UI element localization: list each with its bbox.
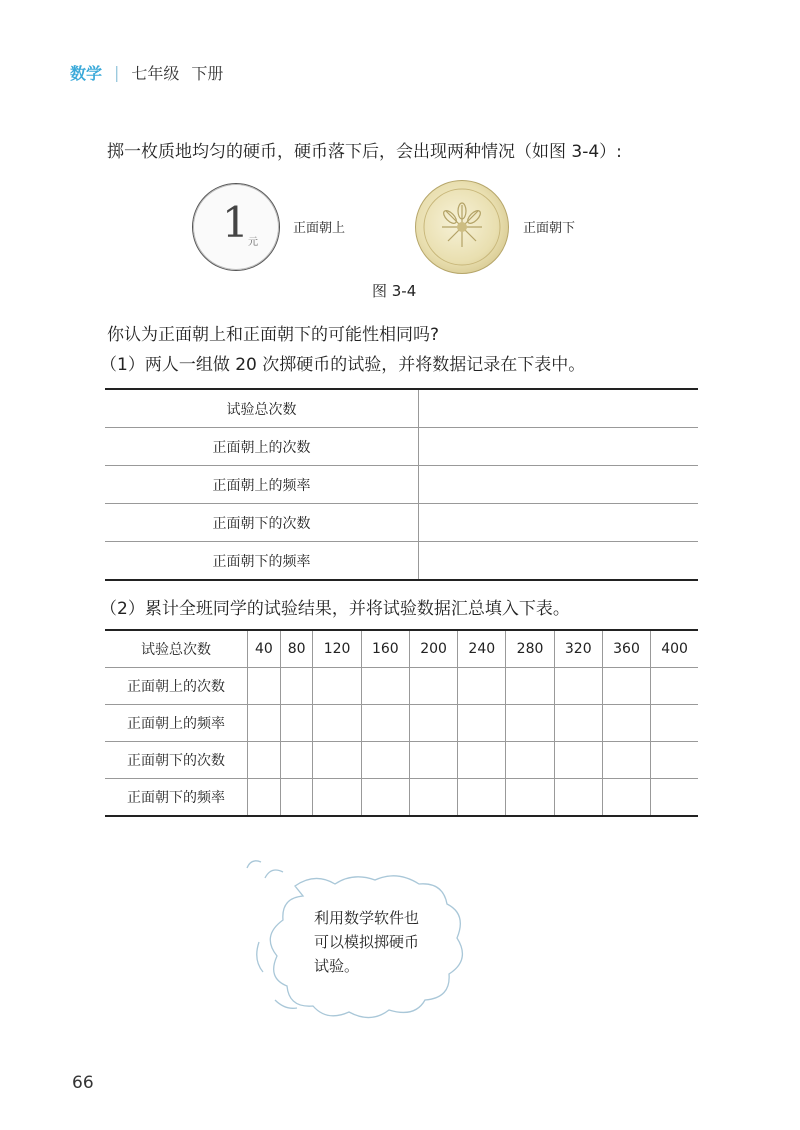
empty-cell <box>419 542 699 581</box>
page-number: 66 <box>72 1073 94 1093</box>
coin-tails-image <box>415 180 509 274</box>
step2-text: （2）累计全班同学的试验结果，并将试验数据汇总填入下表。 <box>100 599 570 619</box>
bubble-line: 试验。 <box>314 957 360 975</box>
column-header: 240 <box>458 630 506 668</box>
column-header: 80 <box>280 630 313 668</box>
coin-heads-unit: 元 <box>248 237 258 248</box>
column-header: 40 <box>248 630 281 668</box>
table-header-row <box>105 630 698 668</box>
column-header: 320 <box>554 630 602 668</box>
table-row <box>105 466 698 504</box>
table-row <box>105 705 698 742</box>
row-label: 试验总次数 <box>105 389 419 428</box>
bubble-text <box>314 906 454 978</box>
table-row <box>105 428 698 466</box>
coin-heads-label: 正面朝上 <box>293 221 346 236</box>
table-row <box>105 389 698 428</box>
column-header: 120 <box>313 630 361 668</box>
table-row <box>105 668 698 705</box>
chrysanthemum-icon <box>416 181 508 273</box>
empty-cell <box>419 466 699 504</box>
coin-tails-label: 正面朝下 <box>523 221 576 236</box>
table-individual-results <box>105 388 698 581</box>
row-label: 正面朝上的频率 <box>105 466 419 504</box>
header-grade: 七年级 <box>131 64 180 83</box>
header-label: 试验总次数 <box>105 630 248 668</box>
table-row <box>105 742 698 779</box>
table-class-results <box>105 629 698 817</box>
column-header: 400 <box>651 630 698 668</box>
row-label: 正面朝下的次数 <box>105 742 248 779</box>
coin-heads-digit: 1 <box>222 198 249 247</box>
table-row <box>105 779 698 817</box>
row-label: 正面朝下的频率 <box>105 779 248 817</box>
coin-heads-image <box>192 183 280 271</box>
empty-cell <box>419 428 699 466</box>
table-row <box>105 504 698 542</box>
row-label: 正面朝上的次数 <box>105 428 419 466</box>
column-header: 160 <box>361 630 409 668</box>
intro-text: 掷一枚质地均匀的硬币，硬币落下后，会出现两种情况（如图 3-4）: <box>107 142 622 162</box>
step1-text: （1）两人一组做 20 次掷硬币的试验，并将数据记录在下表中。 <box>100 355 586 375</box>
row-label: 正面朝上的频率 <box>105 705 248 742</box>
row-label: 正面朝下的频率 <box>105 542 419 581</box>
header-separator: | <box>114 63 120 82</box>
header-subject: 数学 <box>70 64 103 83</box>
column-header: 200 <box>409 630 457 668</box>
column-header: 360 <box>602 630 650 668</box>
row-label: 正面朝上的次数 <box>105 668 248 705</box>
empty-cell <box>419 504 699 542</box>
column-header: 280 <box>506 630 554 668</box>
empty-cell <box>419 389 699 428</box>
bubble-line: 利用数学软件也 <box>314 909 420 927</box>
page-header <box>70 61 223 84</box>
row-label: 正面朝下的次数 <box>105 504 419 542</box>
table-row <box>105 542 698 581</box>
question-text: 你认为正面朝上和正面朝下的可能性相同吗? <box>107 325 440 345</box>
header-volume: 下册 <box>191 64 224 83</box>
figure-caption: 图 3-4 <box>372 282 417 300</box>
bubble-line: 可以模拟掷硬币 <box>314 933 420 951</box>
